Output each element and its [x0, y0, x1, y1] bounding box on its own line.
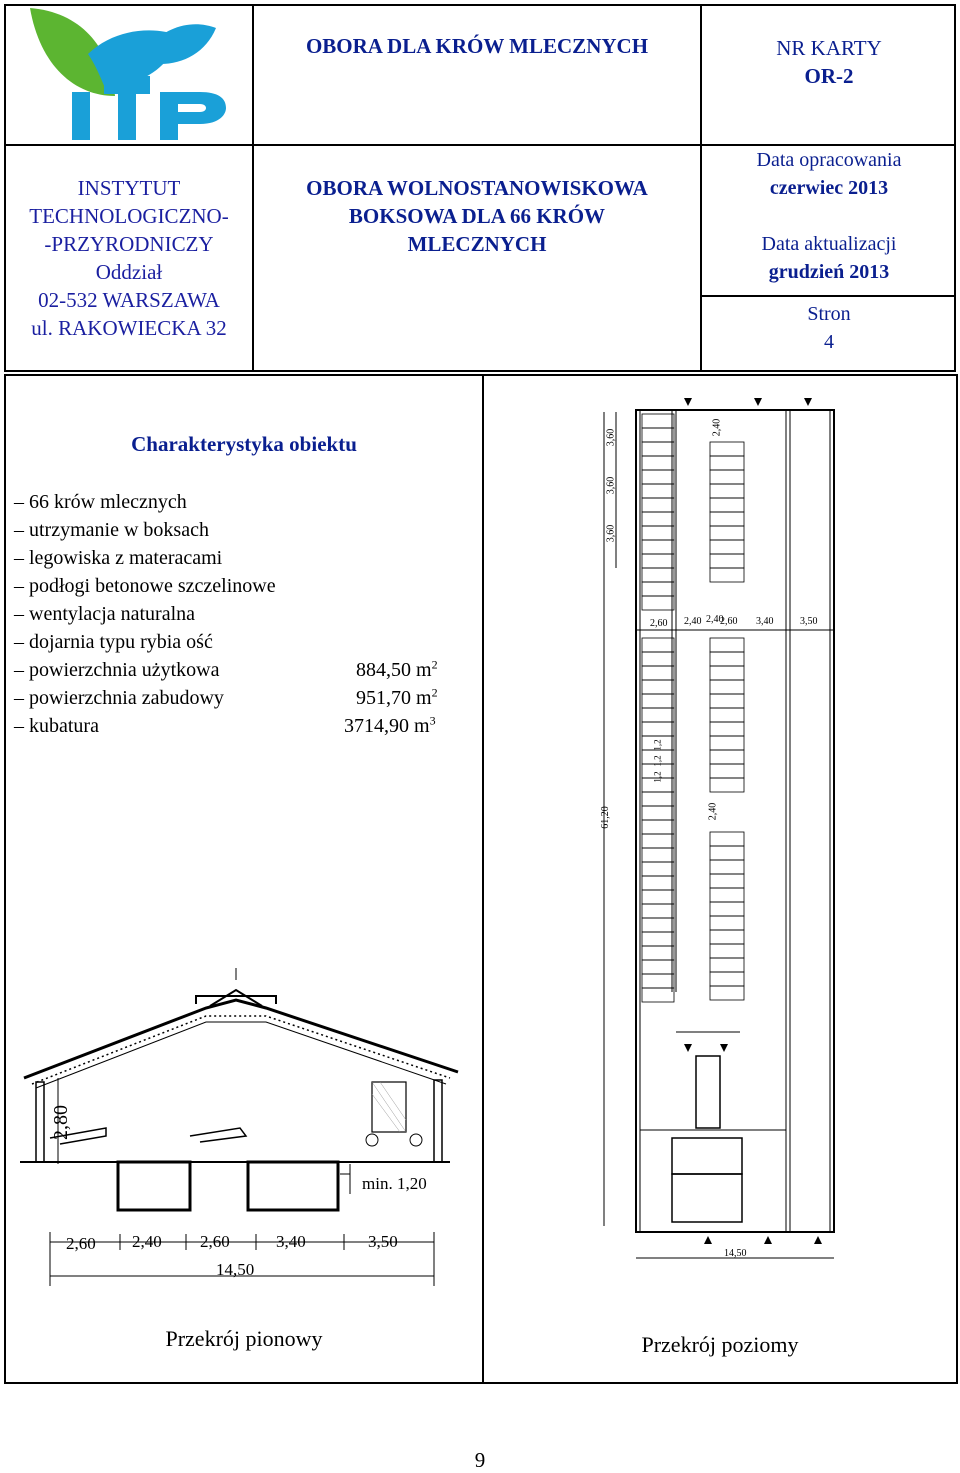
top-dim-label: 2,40: [711, 418, 723, 437]
item-label: utrzymanie w boksach: [29, 519, 209, 541]
floor-plan-drawing: [580, 392, 850, 1270]
date-prepared: czerwiec 2013: [769, 177, 889, 199]
date-updated-label: Data aktualizacji: [761, 233, 897, 255]
dash: –: [14, 631, 24, 653]
itp-logo: [20, 6, 240, 142]
institute-line: 02-532 WARSZAWA: [38, 288, 220, 312]
header-divider: [700, 295, 956, 297]
dash: –: [14, 575, 24, 597]
list-item: [14, 656, 476, 684]
date-prepared-label: Data opracowania: [756, 149, 902, 171]
card-number: OR-2: [804, 64, 854, 88]
stall-dim-label: 1,2: [652, 755, 663, 767]
mid-dim-label: 2,40: [706, 614, 724, 625]
dim-label: 2,60: [66, 1234, 96, 1253]
mid-dim-label: 3,50: [800, 616, 818, 627]
bottom-dim-label: 14,50: [724, 1248, 747, 1259]
dash: –: [14, 547, 24, 569]
item-value: 951,70 $m^2$: [356, 685, 438, 709]
institute-line: INSTYTUT: [77, 176, 181, 200]
subtitle-line: MLECZNYCH: [407, 232, 547, 256]
document-subtitle: [254, 174, 700, 258]
item-value: 3714,90 $m^3$: [344, 713, 436, 737]
min-depth-label: min. 1,20: [362, 1174, 427, 1193]
left-dim-label: 3,60: [605, 428, 617, 447]
list-item: [14, 572, 476, 600]
item-label: podłogi betonowe szczelinowe: [29, 575, 276, 597]
mid-dim-label: 2,40: [684, 616, 702, 627]
left-dim-label: 3,60: [605, 524, 617, 543]
dash: –: [14, 659, 24, 681]
list-item: [14, 628, 476, 656]
institute-line: ul. RAKOWIECKA 32: [31, 316, 227, 340]
card-number-box: [702, 34, 956, 90]
item-label: dojarnia typu rybia ość: [29, 631, 213, 653]
dim-label: 3,50: [368, 1232, 398, 1251]
dash: –: [14, 715, 24, 737]
item-label: 66 krów mlecznych: [29, 491, 187, 513]
mid-dim-label: 2,60: [720, 616, 738, 627]
left-dim-label: 3,60: [605, 476, 617, 495]
item-label: powierzchnia zabudowy: [29, 687, 224, 709]
date-updated: grudzień 2013: [768, 261, 890, 283]
vertical-section-caption: Przekrój pionowy: [165, 1326, 323, 1351]
page-number: 9: [474, 1448, 486, 1472]
list-item: [14, 684, 476, 712]
stall-dim-label: 1,2: [652, 771, 663, 783]
dim-label: 2,60: [200, 1232, 230, 1251]
pages-box: [702, 300, 956, 356]
subtitle-line: OBORA WOLNOSTANOWISKOWA: [306, 176, 648, 200]
item-label: powierzchnia użytkowa: [29, 659, 220, 681]
stall-dim-label: 1,2: [652, 739, 663, 751]
dash: –: [14, 603, 24, 625]
list-item: [14, 544, 476, 572]
item-label: legowiska z materacami: [29, 547, 223, 569]
list-item: [14, 712, 476, 740]
list-item: [14, 600, 476, 628]
inner-dim-label: 2,40: [707, 802, 719, 821]
dim-label: 3,40: [276, 1232, 306, 1251]
characteristics-list: [14, 488, 476, 740]
dates-box: [702, 146, 956, 286]
list-item: [14, 488, 476, 516]
institute-line: TECHNOLOGICZNO-: [29, 204, 229, 228]
dim-label: 2,40: [132, 1232, 162, 1251]
card-label: NR KARTY: [776, 36, 882, 60]
pages-label: Stron: [807, 303, 851, 325]
subtitle-line: BOKSOWA DLA 66 KRÓW: [348, 204, 606, 228]
item-label: kubatura: [29, 715, 99, 737]
top-title: OBORA DLA KRÓW MLECZNYCH: [305, 34, 649, 58]
height-label: 2,80: [50, 1105, 72, 1140]
length-dim-label: 61,20: [599, 806, 611, 829]
institute-line: -PRZYRODNICZY: [44, 232, 214, 256]
horizontal-section-caption: Przekrój poziomy: [641, 1332, 799, 1357]
mid-dim-label: 2,60: [650, 618, 668, 629]
dash: –: [14, 519, 24, 541]
item-label: wentylacja naturalna: [29, 603, 196, 625]
characteristics-heading: Charakterystyka obiektu: [131, 432, 357, 456]
institute-line: Oddział: [95, 260, 163, 284]
institute-address: [6, 174, 252, 342]
total-width-label: 14,50: [216, 1260, 255, 1279]
vertical-section-drawing: [10, 960, 480, 1290]
dash: –: [14, 687, 24, 709]
mid-dim-label: 3,40: [756, 616, 774, 627]
list-item: [14, 516, 476, 544]
item-value: 884,50 $m^2$: [356, 657, 438, 681]
content-divider: [482, 374, 484, 1384]
pages-count: 4: [824, 331, 834, 353]
dash: –: [14, 491, 24, 513]
